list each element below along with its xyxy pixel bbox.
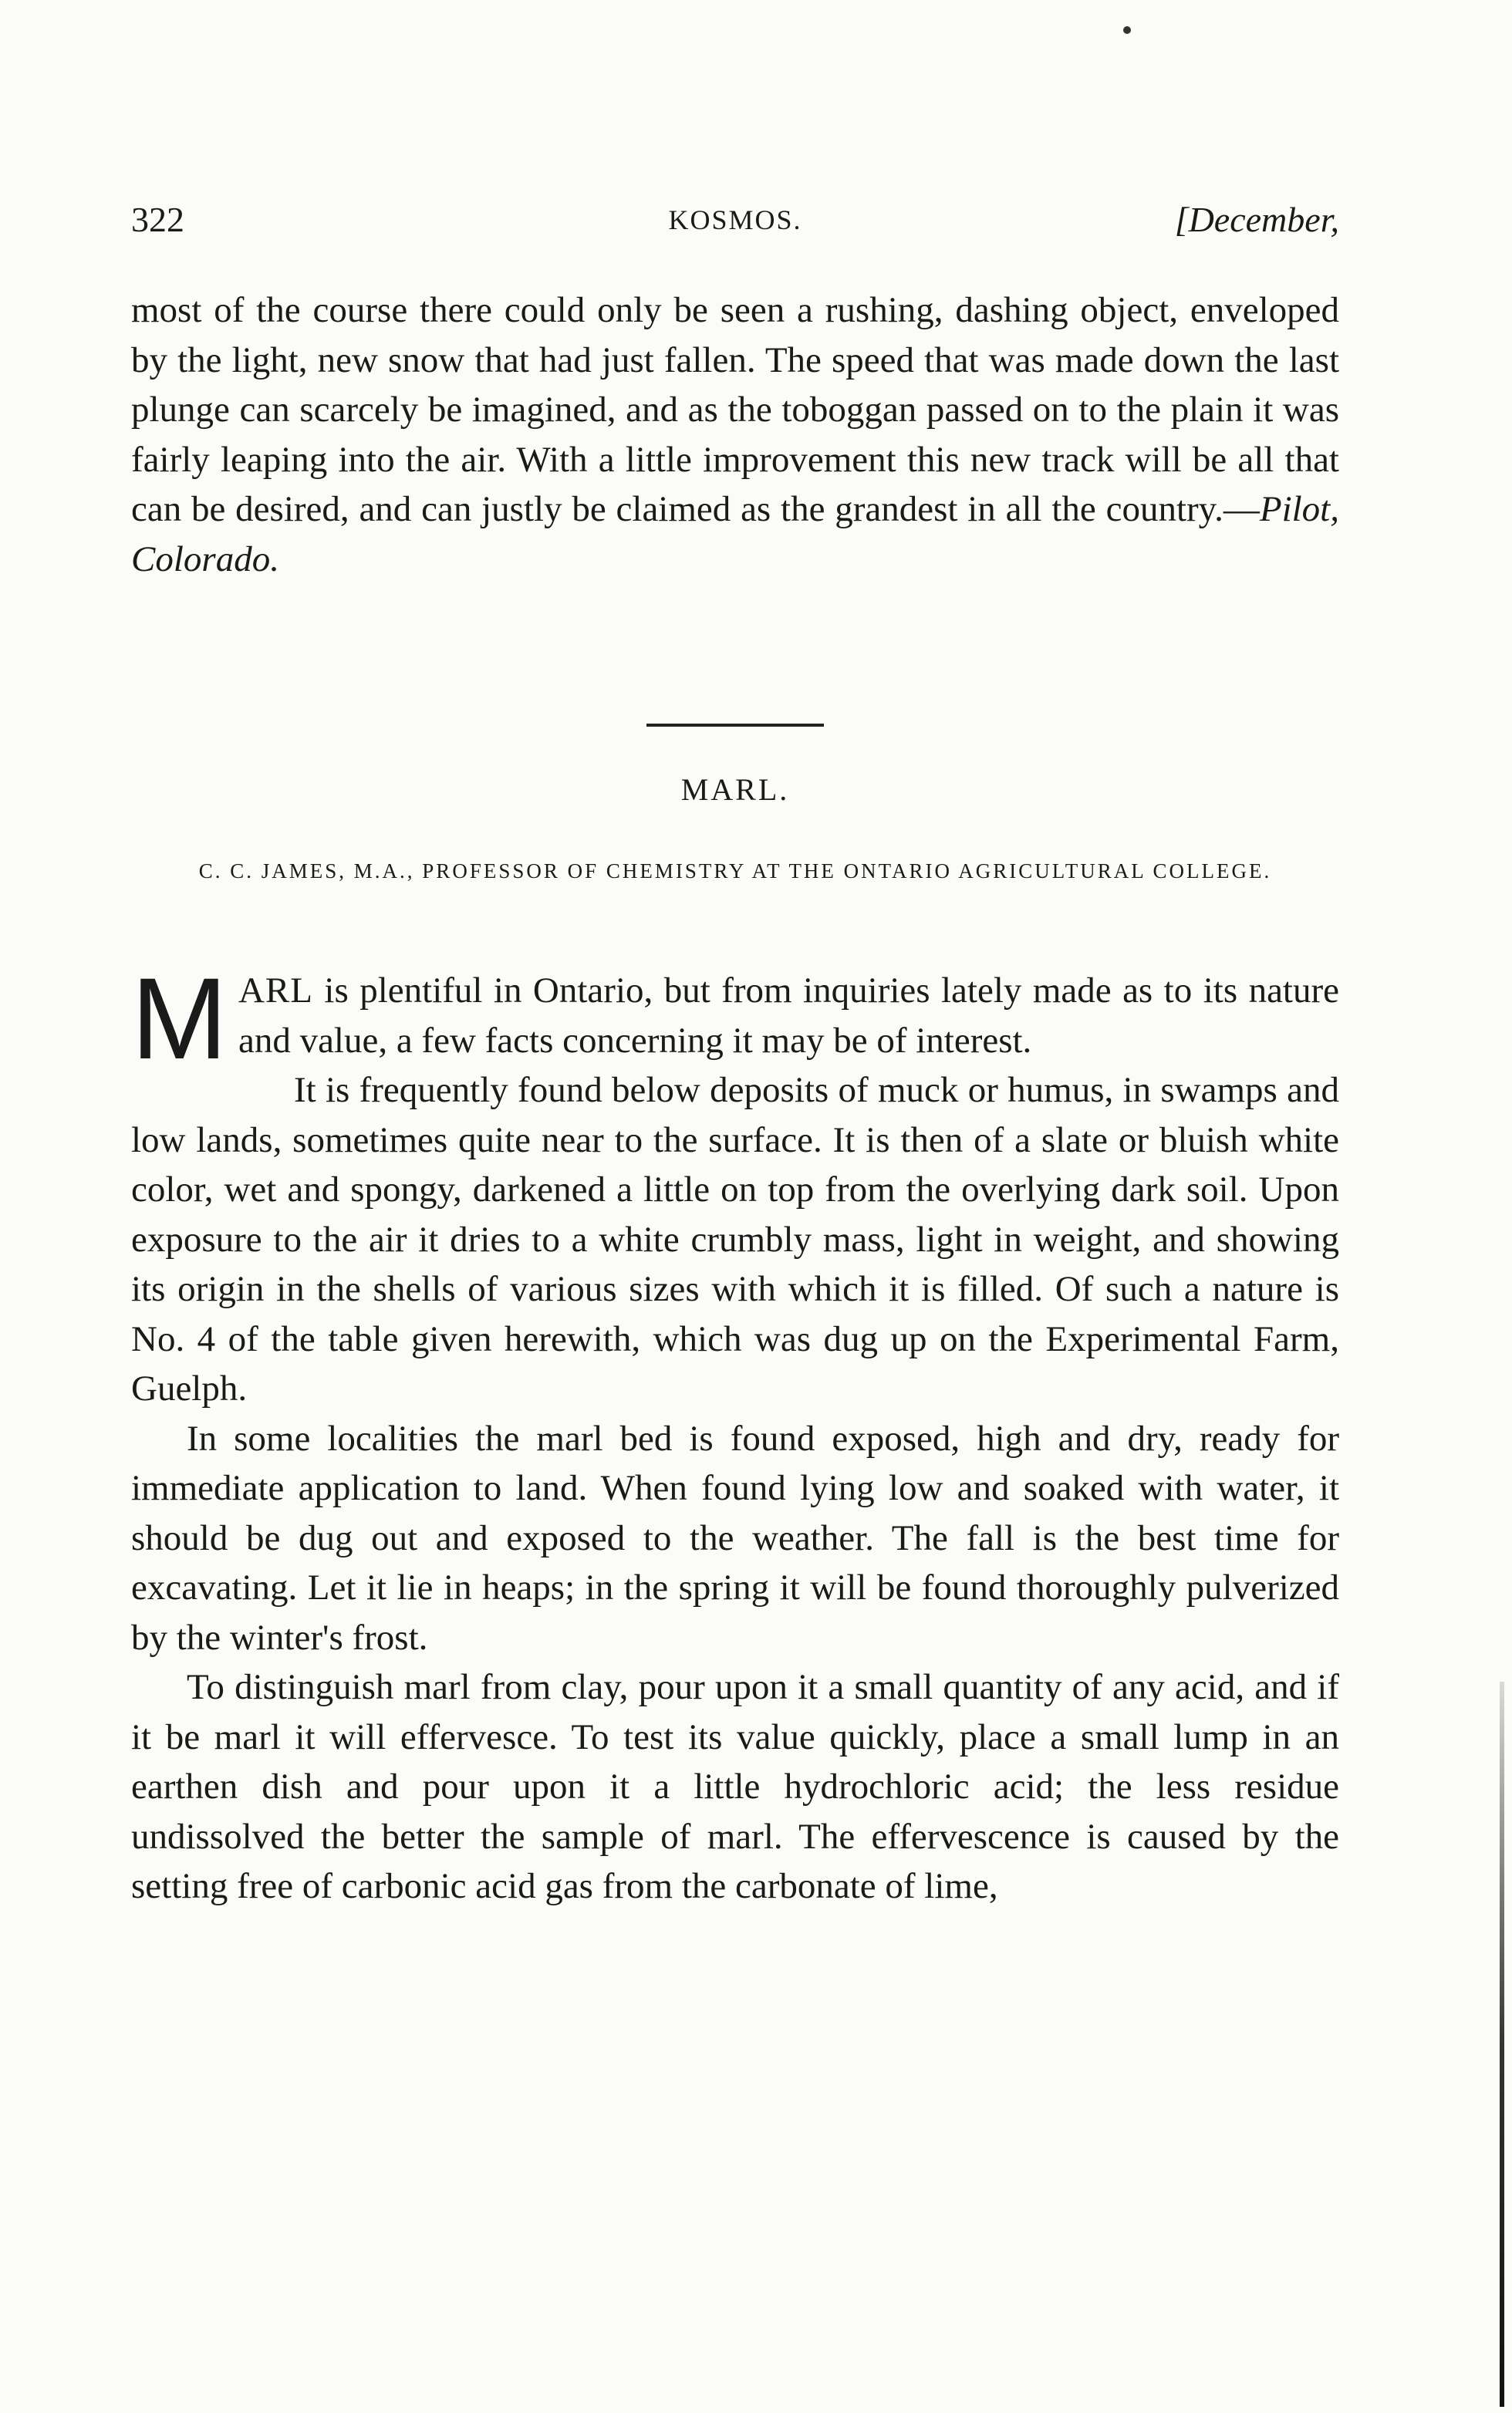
- article-paragraph-1: [131, 953, 1339, 1083]
- first-paragraph-text: is plentiful in Ontario, but from inquiries lately made as to its nature and value, a few facts concerning it may be of interest.: [238, 970, 1339, 1061]
- article-paragraph-3: In some localities the marl bed is found exposed, high and dry, ready for immediate application to land. When found lying low and soaked with water, it should be dug out and exposed to the weather. The fall is the best time for excavating. Let it lie in heaps; in the spring it will be found thoroughly pulverized by the winter's frost.: [131, 1418, 1339, 1658]
- journal-title: KOSMOS.: [668, 204, 802, 235]
- page-number: 322: [131, 200, 184, 239]
- drop-cap: M: [131, 953, 228, 1083]
- article-body: [131, 953, 1339, 1912]
- source-attribution: Pilot, Colorado.: [131, 489, 1339, 579]
- scan-edge-shadow: [1500, 1682, 1504, 2407]
- continuation-text-block: [131, 285, 1339, 584]
- continuation-paragraph: [131, 285, 1339, 584]
- first-word-rest: ARL: [238, 970, 313, 1011]
- running-head-month: [December,: [1174, 200, 1339, 239]
- continuation-text: most of the course there could only be seen a rushing, dashing object, enveloped by the light, new snow that had just fallen. The speed that was made down the last plunge can scarcely be imagined, and as the toboggan passed on to the plain it was fairly leaping into the air. With a little improvement this new track will be all that can be desired, and can justly be claimed as the grandest in all the country.—: [131, 290, 1339, 529]
- article-title: MARL.: [680, 772, 790, 807]
- section-divider: [646, 724, 824, 727]
- article-paragraph-4: To distinguish marl from clay, pour upon it a small quantity of any acid, and if it be marl it will effervesce. To test its value quickly, place a small lump in an earthen dish and pour upon it a little hydrochloric acid; the less residue undissolved the better the sample of marl. The effervescence is caused by the setting free of carbonic acid gas from the carbonate of lime,: [131, 1667, 1339, 1906]
- scan-speck: [1123, 26, 1131, 34]
- article-byline: C. C. JAMES, M.A., PROFESSOR OF CHEMISTRY AT THE ONTARIO AGRICULTURAL COLLEGE.: [198, 859, 1272, 883]
- running-head: [131, 199, 1339, 253]
- article-paragraph-2: It is frequently found below deposits of muck or humus, in swamps and low lands, sometimes quite near to the surface. It is then of a slate or bluish white color, wet and spongy, darkened a little on top from the overlying dark soil. Upon exposure to the air it dries to a white crumbly mass, light in weight, and showing its origin in the shells of various sizes with which it is filled. Of such a nature is No. 4 of the table given herewith, which was dug up on the Experimental Farm, Guelph.: [131, 1070, 1339, 1409]
